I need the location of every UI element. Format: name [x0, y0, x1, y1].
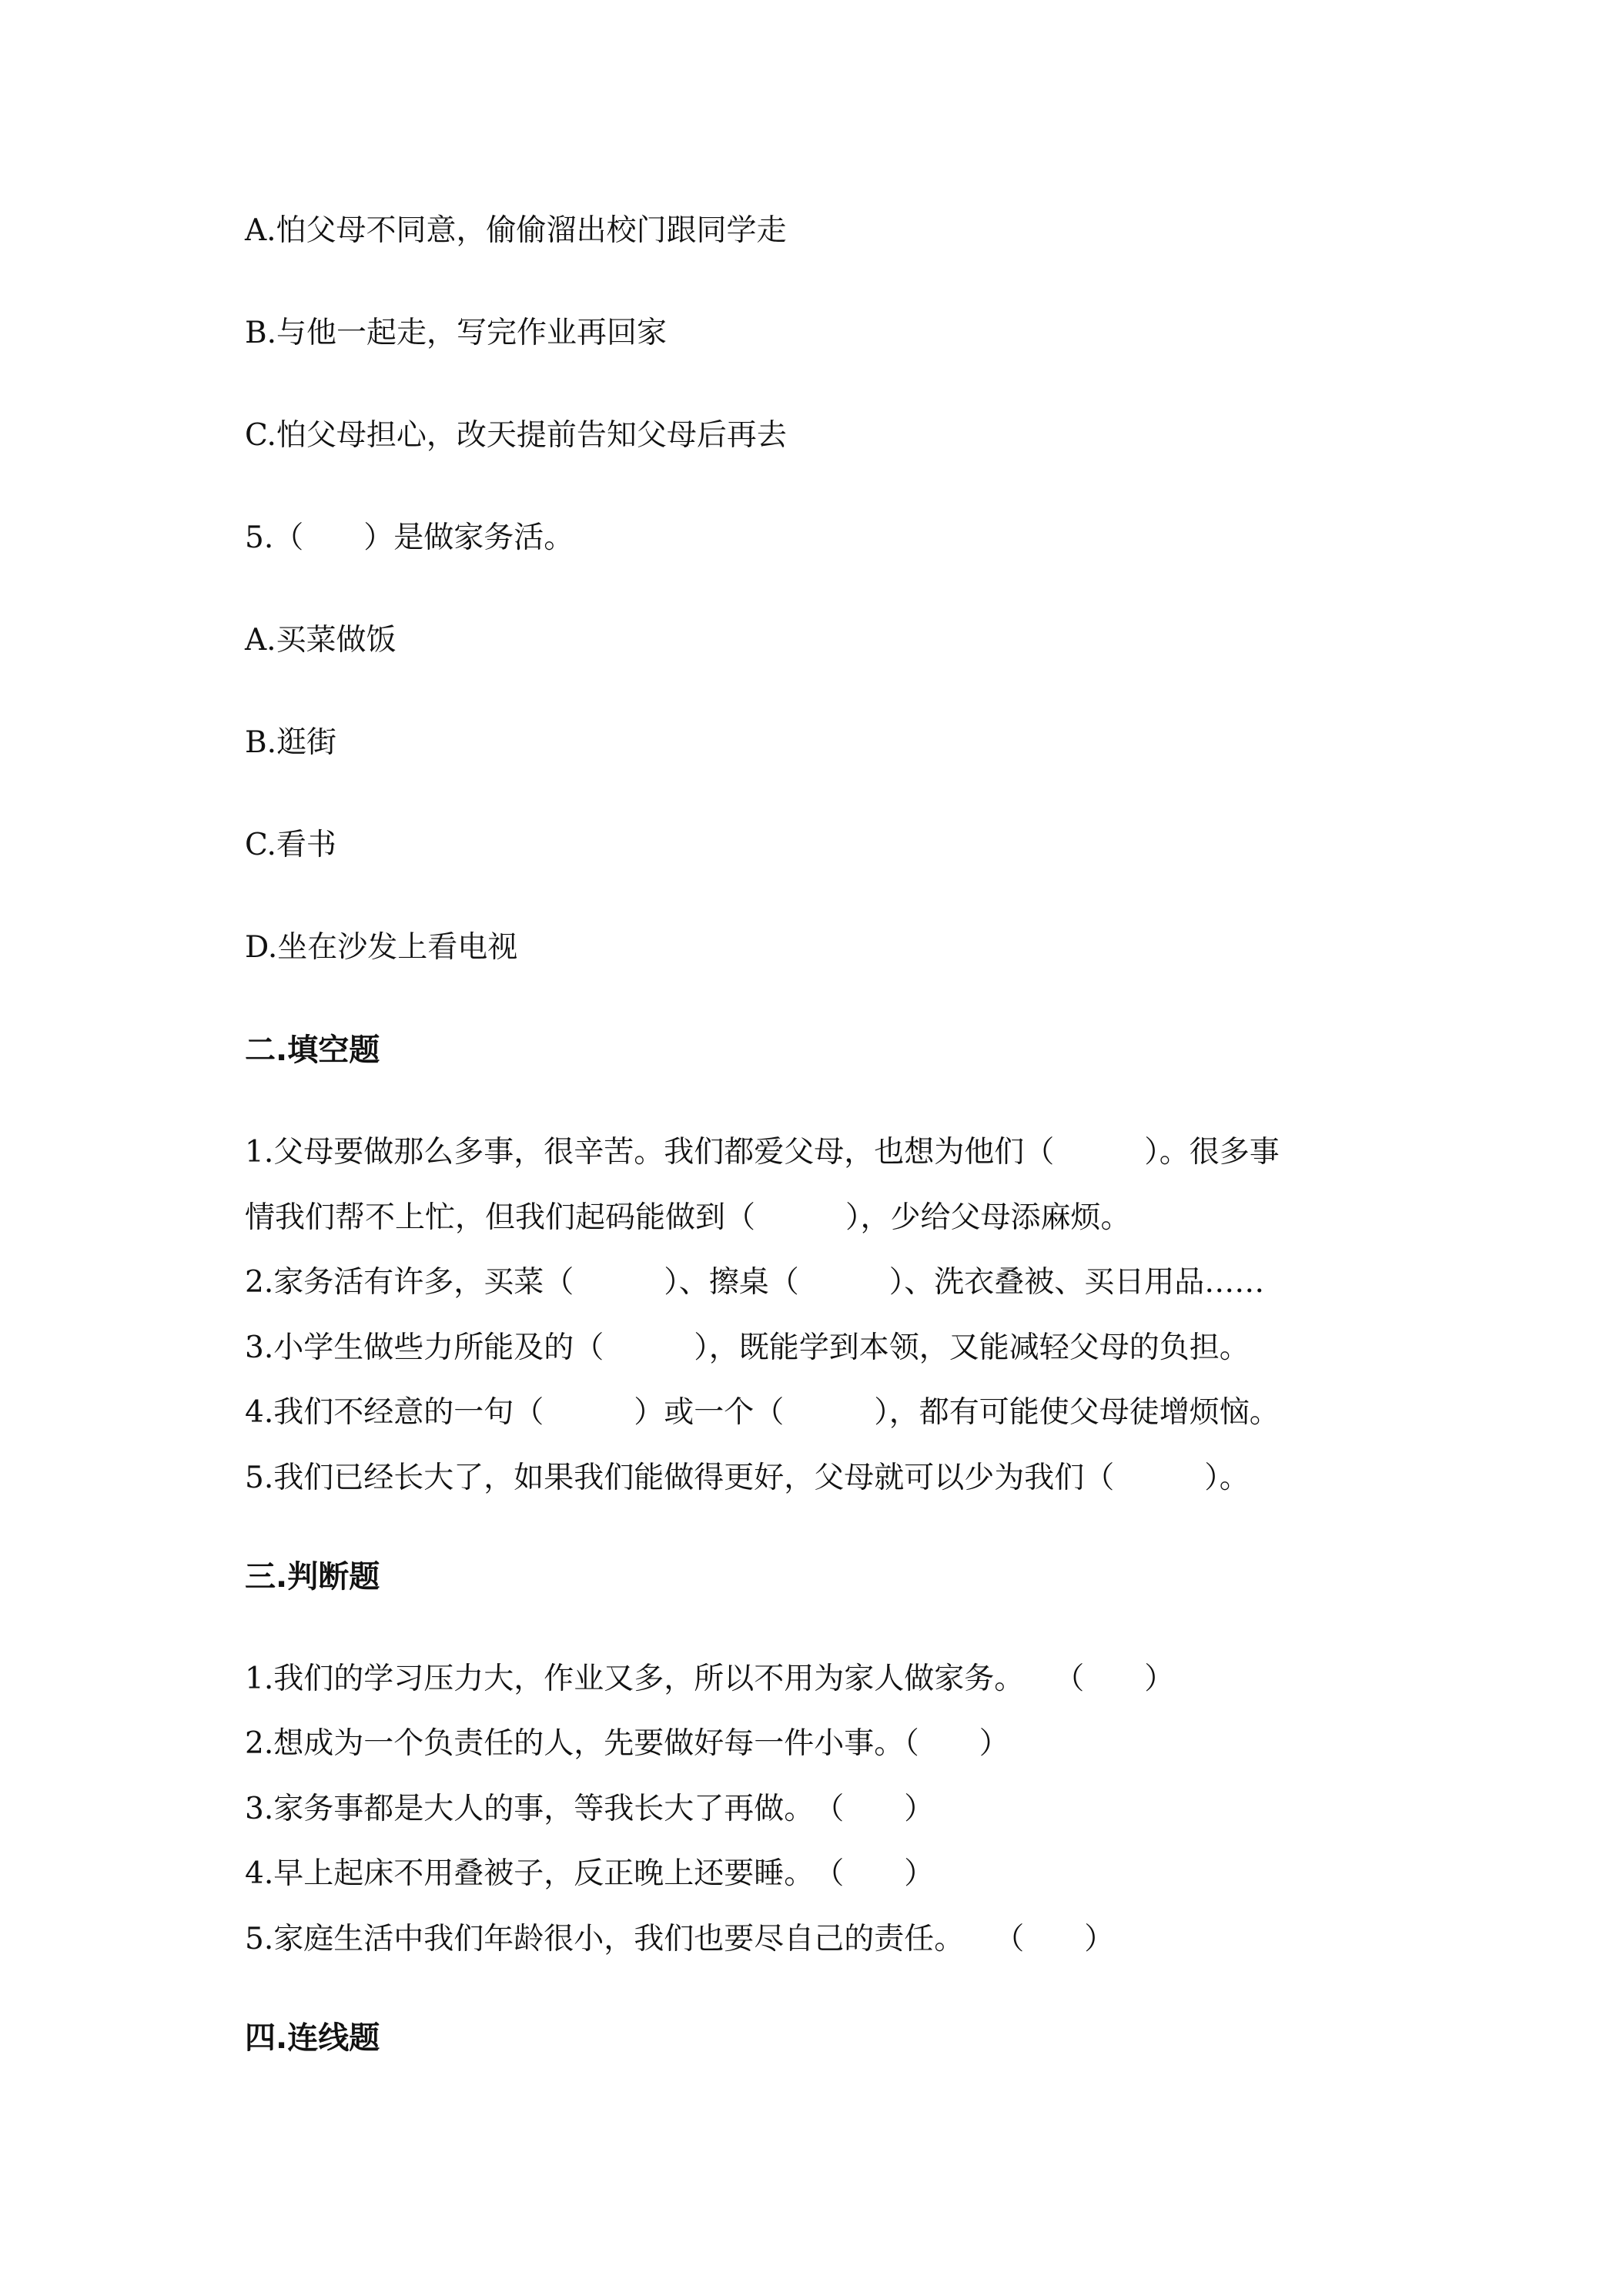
true-false-item: 2.想成为一个负责任的人，先要做好每一件小事。（ ） — [245, 1726, 1009, 1761]
q5-option-b: B.逛街 — [245, 725, 337, 760]
section-heading-fill-blank: 二.填空题 — [245, 1033, 380, 1068]
fill-blank-item: 情我们帮不上忙，但我们起码能做到（ ），少给父母添麻烦。 — [245, 1200, 1131, 1235]
option-a: A.怕父母不同意，偷偷溜出校门跟同学走 — [245, 213, 787, 248]
fill-blank-item: 3.小学生做些力所能及的（ ），既能学到本领，又能减轻父母的负担。 — [245, 1330, 1250, 1365]
q5-option-d: D.坐在沙发上看电视 — [245, 930, 518, 965]
true-false-item: 1.我们的学习压力大，作业又多，所以不用为家人做家务。 （ ） — [245, 1662, 1175, 1696]
q5-option-a: A.买菜做饭 — [245, 623, 397, 658]
true-false-item: 3.家务事都是大人的事，等我长大了再做。 （ ） — [245, 1792, 935, 1826]
true-false-item: 4.早上起床不用叠被子，反正晚上还要睡。 （ ） — [245, 1856, 935, 1891]
section-heading-true-false: 三.判断题 — [245, 1559, 380, 1595]
option-c: C.怕父母担心，改天提前告知父母后再去 — [245, 418, 787, 453]
fill-blank-item: 2.家务活有许多，买菜（ ）、擦桌（ ）、洗衣叠被、买日用品…… — [245, 1265, 1265, 1300]
true-false-item: 5.家庭生活中我们年龄很小，我们也要尽自己的责任。 （ ） — [245, 1922, 1115, 1956]
fill-blank-item: 4.我们不经意的一句（ ）或一个（ ），都有可能使父母徒增烦恼。 — [245, 1395, 1280, 1430]
question-5: 5.（ ）是做家务活。 — [245, 520, 574, 555]
fill-blank-item: 1.父母要做那么多事，很辛苦。我们都爱父母，也想为他们（ ）。很多事 — [245, 1135, 1280, 1170]
fill-blank-item: 5.我们已经长大了，如果我们能做得更好，父母就可以少为我们（ ）。 — [245, 1461, 1250, 1495]
q5-option-c: C.看书 — [245, 828, 336, 862]
section-heading-matching: 四.连线题 — [245, 2020, 380, 2056]
option-b: B.与他一起走，写完作业再回家 — [245, 316, 668, 350]
